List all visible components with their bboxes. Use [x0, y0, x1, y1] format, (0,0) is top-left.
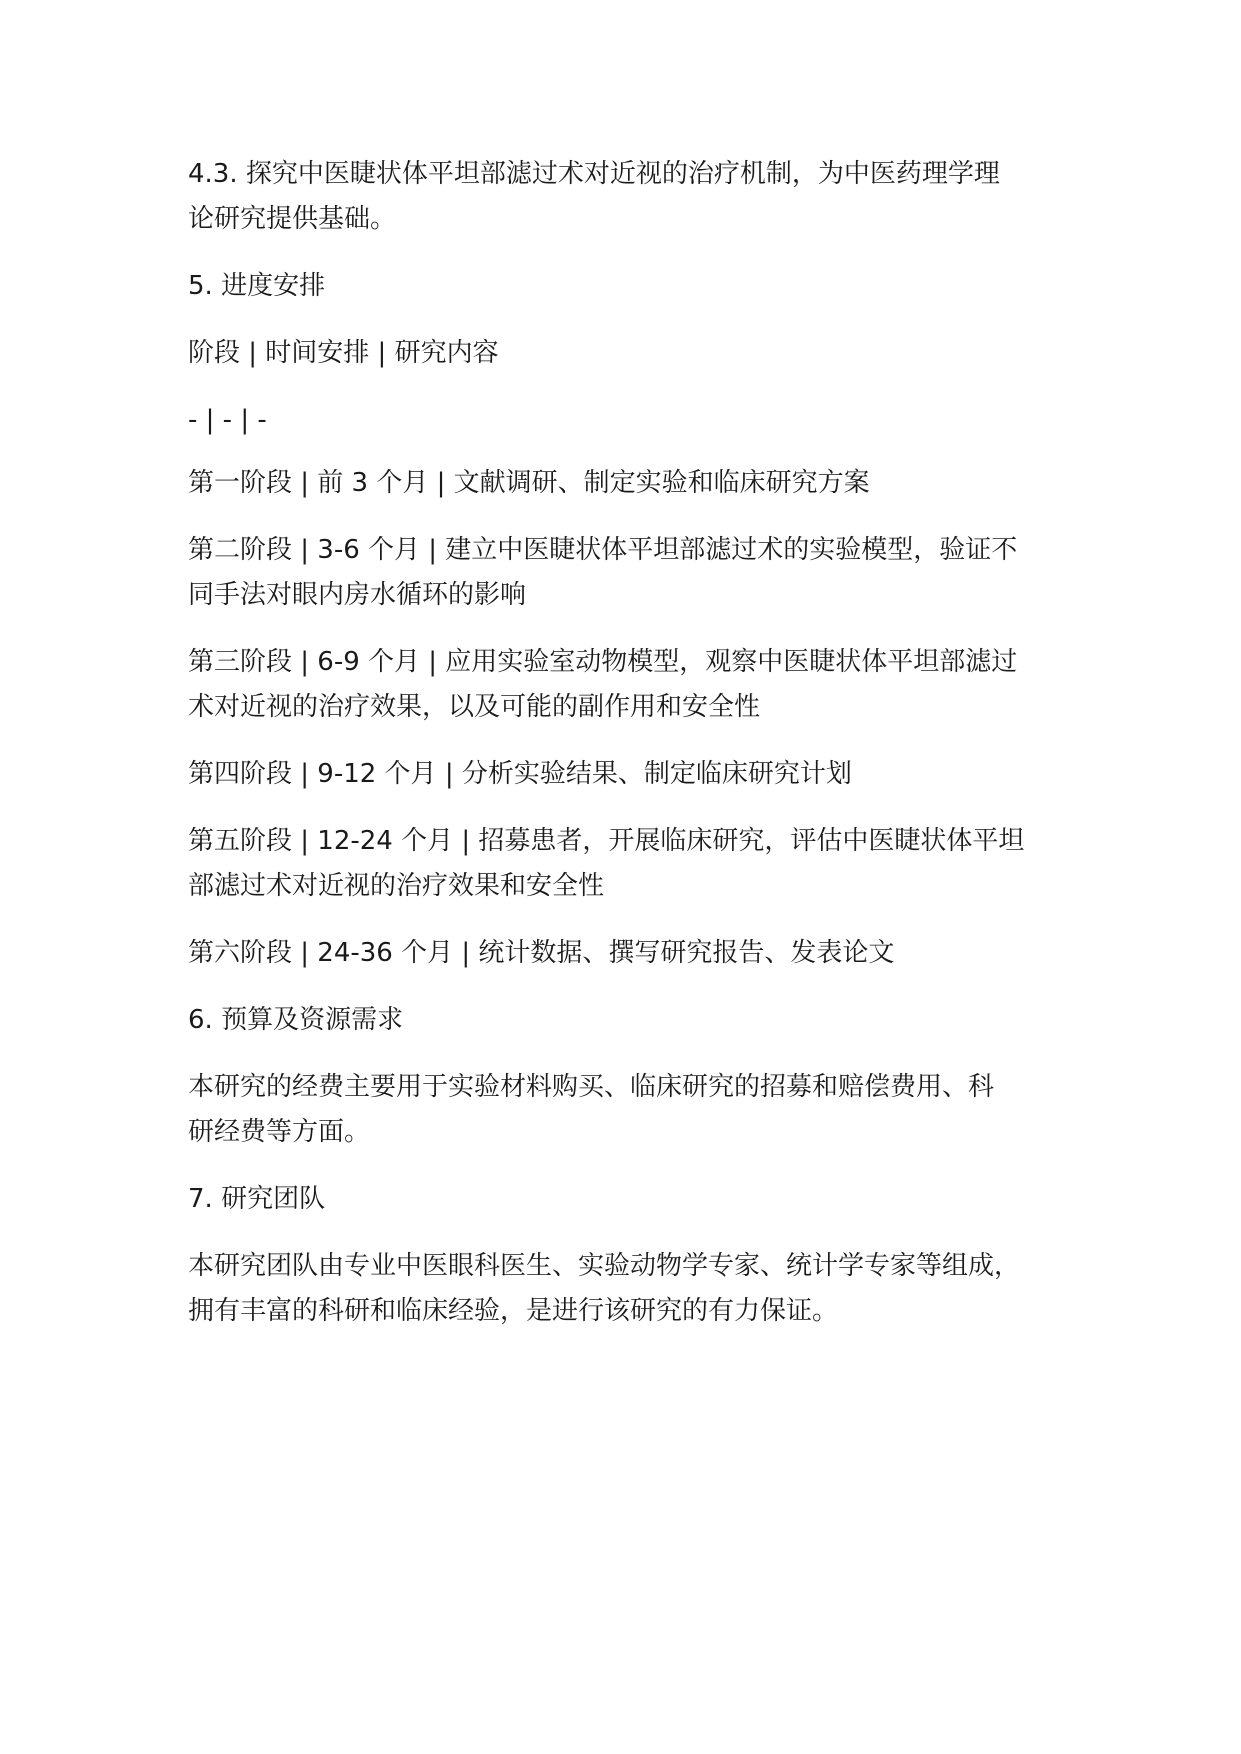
- schedule-row-phase-3: 第三阶段 | 6-9 个月 | 应用实验室动物模型，观察中医睫状体平坦部滤过 术对近视的治疗效果，以及可能的副作用和安全性: [188, 647, 1018, 722]
- schedule-row-phase-4: 第四阶段 | 9-12 个月 | 分析实验结果、制定临床研究计划: [188, 759, 852, 789]
- section-heading-schedule: 5. 进度安排: [188, 271, 326, 301]
- section-heading-budget: 6. 预算及资源需求: [188, 1005, 404, 1035]
- team-paragraph: 本研究团队由专业中医眼科医生、实验动物学专家、统计学专家等组成， 拥有丰富的科研和临床经验，是进行该研究的有力保证。: [188, 1251, 1021, 1326]
- budget-paragraph: 本研究的经费主要用于实验材料购买、临床研究的招募和赔偿费用、科 研经费等方面。: [188, 1072, 995, 1147]
- schedule-row-phase-5: 第五阶段 | 12-24 个月 | 招募患者，开展临床研究，评估中医睫状体平坦 部滤过术对近视的治疗效果和安全性: [188, 826, 1025, 901]
- schedule-row-phase-1: 第一阶段 | 前 3 个月 | 文献调研、制定实验和临床研究方案: [188, 468, 870, 498]
- schedule-row-phase-6: 第六阶段 | 24-36 个月 | 统计数据、撰写研究报告、发表论文: [188, 938, 895, 968]
- schedule-row-phase-2: 第二阶段 | 3-6 个月 | 建立中医睫状体平坦部滤过术的实验模型，验证不 同手法对眼内房水循环的影响: [188, 535, 1018, 610]
- objective-4-3: 4.3. 探究中医睫状体平坦部滤过术对近视的治疗机制，为中医药理学理 论研究提供基础。: [188, 159, 1000, 234]
- document-page: [188, 152, 1088, 1356]
- section-heading-team: 7. 研究团队: [188, 1184, 326, 1214]
- schedule-table-header: 阶段 | 时间安排 | 研究内容: [188, 338, 499, 368]
- schedule-table-separator: - | - | -: [188, 405, 267, 435]
